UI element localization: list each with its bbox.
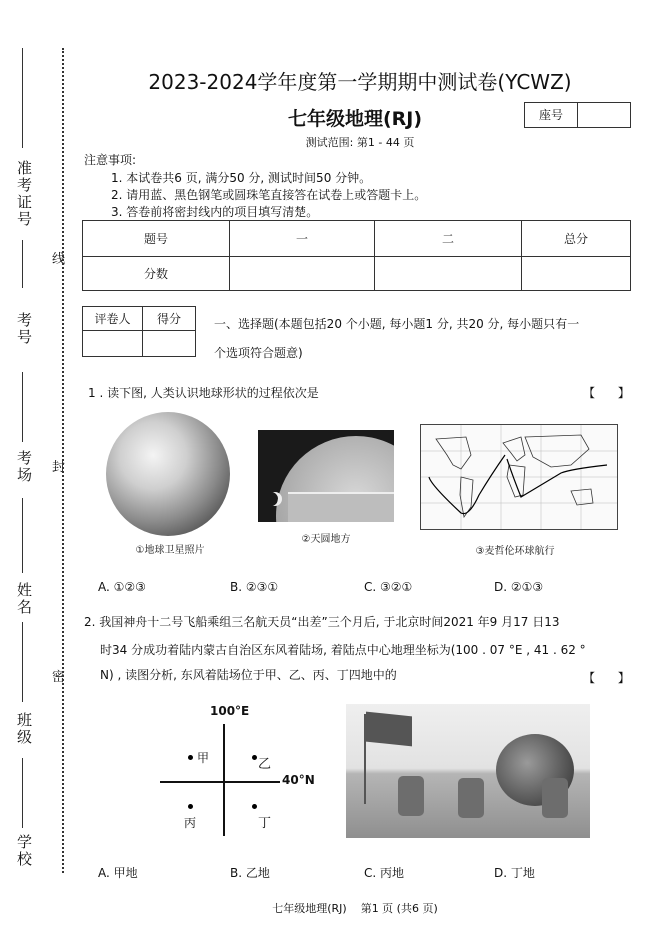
seal-char-secret: 密 — [52, 670, 66, 685]
landing-site-photo — [346, 704, 590, 838]
section-heading: 一、选择题(本题包括20 个小题, 每小题1 分, 共20 分, 每小题只有一 — [214, 317, 580, 331]
earth-satellite-photo — [106, 412, 230, 536]
round-sky-square-earth-image — [258, 430, 394, 522]
admission-number-line — [22, 48, 23, 148]
page-footer: 七年级地理(RJ) 第1 页 (共6 页) — [272, 902, 438, 915]
q1-option-c[interactable]: C. ③②① — [364, 580, 413, 594]
q1-option-b[interactable]: B. ②③① — [230, 580, 279, 594]
page-subtitle: 七年级地理(RJ) — [287, 108, 423, 130]
grader-score-label: 得分 — [143, 307, 196, 331]
q1-caption: ①地球卫星照片 — [135, 545, 205, 556]
score-cell[interactable] — [230, 257, 375, 291]
coordinate-diagram — [150, 700, 330, 840]
seat-label: 座号 — [525, 103, 578, 127]
class-line — [22, 622, 23, 702]
point-dot — [188, 755, 193, 760]
q2-option-a[interactable]: A. 甲地 — [98, 866, 138, 880]
q2-stem: 时34 分成功着陆内蒙古自治区东风着陆场, 着陆点中心地理坐标为(100 . 07 °E , 41 . 62 ° — [100, 643, 586, 657]
class-label: 班级 — [15, 712, 33, 746]
school-line — [22, 758, 23, 828]
score-header-cell: 二 — [375, 221, 522, 257]
q2-stem: 2. 我国神舟十二号飞船乘组三名航天员“出差”三个月后, 于北京时间2021 年9 月17 日13 — [84, 615, 560, 629]
point-jia: 甲 — [197, 751, 210, 765]
score-header-cell: 一 — [230, 221, 375, 257]
notice-item: 3. 答卷前将密封线内的项目填写清楚。 — [111, 205, 319, 219]
q1-answer-bracket[interactable]: 【 】 — [583, 386, 630, 400]
q1-option-d[interactable]: D. ②①③ — [494, 580, 544, 594]
astronaut-seat — [398, 776, 424, 816]
seat-box[interactable] — [524, 102, 631, 128]
grader-table — [82, 306, 196, 357]
parallel-line — [160, 781, 280, 783]
square-earth — [288, 492, 394, 522]
score-table — [82, 220, 631, 291]
q2-option-d[interactable]: D. 丁地 — [494, 866, 535, 880]
exam-room-label: 考场 — [15, 450, 33, 484]
grader-cell[interactable] — [83, 331, 143, 357]
q1-caption: ②天圆地方 — [301, 534, 351, 545]
name-label: 姓名 — [15, 582, 33, 616]
notice-heading: 注意事项: — [84, 153, 137, 167]
point-ding: 丁 — [258, 816, 272, 831]
q2-option-b[interactable]: B. 乙地 — [230, 866, 270, 880]
point-dot — [252, 804, 257, 809]
point-dot — [252, 755, 257, 760]
q2-answer-bracket[interactable]: 【 】 — [583, 671, 630, 685]
grader-score-cell[interactable] — [143, 331, 196, 357]
score-cell[interactable] — [375, 257, 522, 291]
point-bing: 丙 — [184, 816, 197, 830]
seal-char-seal: 封 — [52, 460, 66, 475]
point-yi: 乙 — [258, 757, 272, 772]
school-label: 学校 — [15, 834, 33, 868]
name-line — [22, 498, 23, 573]
moon-icon — [264, 492, 278, 506]
magellan-voyage-map — [420, 424, 618, 530]
seal-char-line: 线 — [52, 252, 66, 267]
point-dot — [188, 804, 193, 809]
exam-number-label: 考号 — [15, 312, 33, 346]
test-range: 测试范围: 第1 - 44 页 — [305, 136, 415, 149]
astronaut-seat — [542, 778, 568, 818]
seal-dotted-line — [62, 48, 64, 873]
score-header-cell: 题号 — [83, 221, 230, 257]
score-cell[interactable] — [522, 257, 631, 291]
meridian-label: 100°E — [210, 704, 250, 718]
section-heading-cont: 个选项符合题意) — [214, 346, 303, 360]
notice-item: 1. 本试卷共6 页, 满分50 分, 测试时间50 分钟。 — [111, 171, 372, 185]
parallel-label: 40°N — [282, 773, 315, 787]
notice-item: 2. 请用蓝、黑色钢笔或圆珠笔直接答在试卷上或答题卡上。 — [111, 188, 427, 202]
meridian-line — [223, 724, 225, 836]
q2-option-c[interactable]: C. 丙地 — [364, 866, 405, 880]
q1-option-a[interactable]: A. ①②③ — [98, 580, 146, 594]
q1-caption: ③麦哲伦环球航行 — [475, 546, 555, 557]
grader-label: 评卷人 — [83, 307, 143, 331]
q1-stem: 1 . 读下图, 人类认识地球形状的过程依次是 — [88, 386, 319, 400]
exam-number-line — [22, 240, 23, 288]
q2-stem: N) , 读图分析, 东风着陆场位于甲、乙、丙、丁四地中的 — [100, 668, 397, 682]
score-header-cell: 总分 — [522, 221, 631, 257]
admission-number-label: 准考证号 — [15, 160, 33, 228]
flag — [366, 712, 412, 747]
world-map-svg — [421, 425, 617, 529]
score-row-label: 分数 — [83, 257, 230, 291]
astronaut-seat — [458, 778, 484, 818]
page-title: 2023-2024学年度第一学期期中测试卷(YCWZ) — [148, 70, 572, 94]
room-line — [22, 372, 23, 442]
